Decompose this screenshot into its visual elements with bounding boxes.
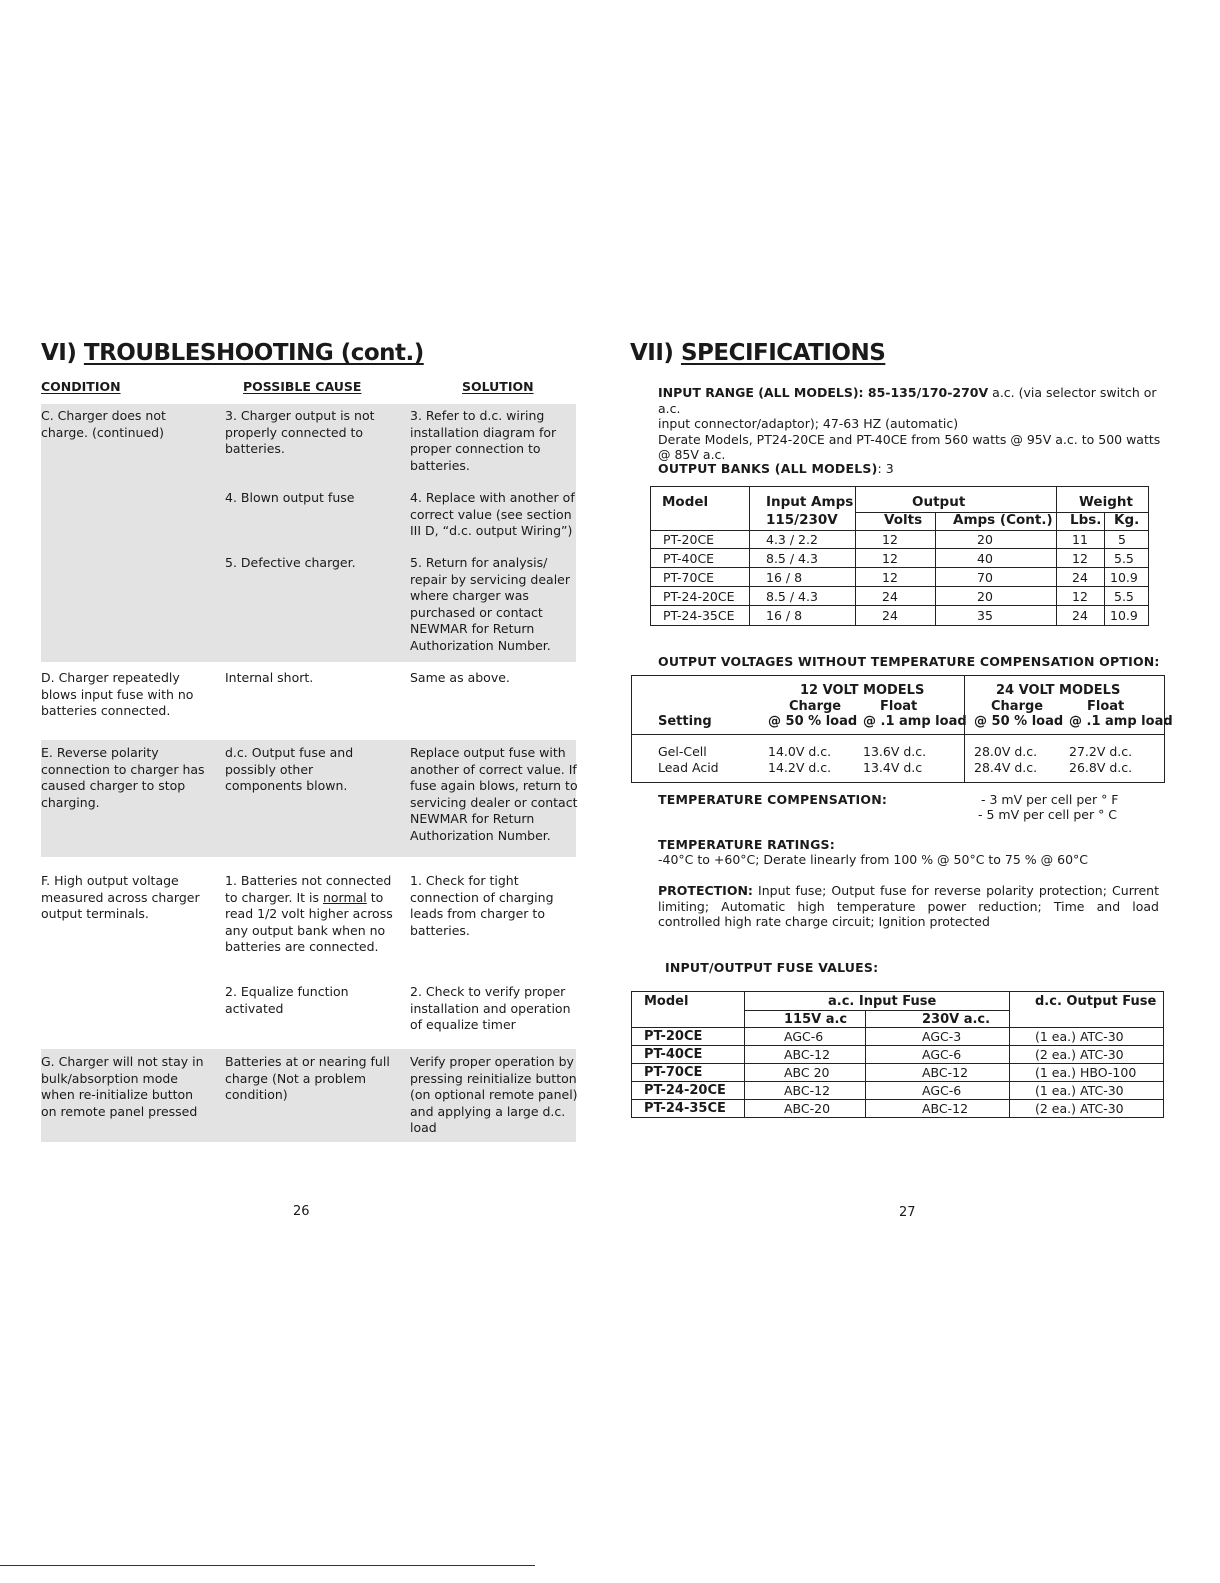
spec-cell: 24 (882, 608, 898, 623)
fuse-cell-model: PT-24-35CE (644, 1101, 726, 1116)
temp-comp-c: - 5 mV per cell per ° C (978, 807, 1118, 822)
spec-cell: 12 (882, 551, 898, 566)
spec-cell: 16 / 8 (766, 570, 803, 585)
spec-cell: PT-40CE (663, 551, 715, 566)
spec-cell: 24 (1072, 570, 1088, 585)
fuse-table-rule (745, 1010, 1009, 1011)
fuse-cell-model: PT-20CE (644, 1029, 703, 1044)
troubleshooting-title (41, 340, 424, 366)
cause-cell: 3. Charger output is not properly connected to batteries. (225, 408, 375, 457)
fuse-table-rule (631, 1099, 1164, 1100)
spec-header-input-sub: 115/230V (766, 512, 838, 528)
section-number: VII) (630, 340, 674, 366)
voltage-cell: 28.4V d.c. (974, 760, 1038, 775)
condition-cell: D. Charger repeatedly blows input fuse with no batteries connected. (41, 670, 194, 719)
spec-cell: PT-20CE (663, 532, 715, 547)
voltage-cell: 27.2V d.c. (1069, 744, 1133, 759)
fuse-cell: (1 ea.) ATC-30 (1035, 1083, 1124, 1098)
fuse-table-rule (631, 1027, 1164, 1028)
condition-cell: E. Reverse polarity connection to charger has caused charger to stop charging. (41, 745, 205, 810)
voltage-cell: 26.8V d.c. (1069, 760, 1133, 775)
spec-header-output: Output (912, 494, 966, 510)
voltage-header-float: Float (1087, 699, 1125, 714)
fuse-cell: AGC-6 (784, 1029, 824, 1044)
voltage-header-charge: Charge (991, 699, 1044, 714)
output-banks-label: OUTPUT BANKS (ALL MODELS) (658, 461, 878, 476)
cause-header: POSSIBLE CAUSE (243, 379, 362, 394)
fuse-cell: ABC-12 (922, 1101, 969, 1116)
fuse-header-dc: d.c. Output Fuse (1035, 994, 1157, 1009)
condition-cell: F. High output voltage measured across charger output terminals. (41, 873, 200, 922)
voltage-cell: Gel-Cell (658, 744, 707, 759)
spec-header-weight: Weight (1079, 494, 1133, 510)
fuse-cell: (2 ea.) ATC-30 (1035, 1047, 1124, 1062)
voltage-header-24v: 24 VOLT MODELS (996, 683, 1121, 698)
solution-cell: 1. Check for tight connection of charging leads from charger to batteries. (410, 873, 554, 938)
solution-cell: Verify proper operation by pressing reinitialize button (on optional remote panel) and applying a large d.c. load (410, 1054, 578, 1136)
scan-edge-line (0, 1565, 535, 1566)
spec-cell: 12 (882, 532, 898, 547)
condition-header: CONDITION (41, 379, 121, 394)
fuse-cell: ABC-12 (922, 1065, 969, 1080)
condition-cell: C. Charger does not charge. (continued) (41, 408, 166, 440)
fuse-table-rule (631, 1081, 1164, 1082)
fuse-header-230v: 230V a.c. (922, 1012, 991, 1027)
solution-cell: 4. Replace with another of correct value (see section III D, “d.c. output Wiring”) (410, 490, 575, 539)
voltage-header-float-load: @ .1 amp load (1069, 714, 1173, 729)
cause-cell: Internal short. (225, 670, 314, 685)
cause-text: to read 1/2 volt higher across any output bank when no batteries are connected. (225, 889, 393, 955)
cause-cell: 2. Equalize function activated (225, 984, 349, 1016)
fuse-cell: ABC-12 (784, 1047, 831, 1062)
spec-cell: 8.5 / 4.3 (766, 551, 818, 566)
spec-cell: 11 (1072, 532, 1088, 547)
spec-header-input: Input Amps (766, 494, 854, 510)
cause-cell: Batteries at or nearing full charge (Not a problem condition) (225, 1054, 390, 1103)
section-heading: SPECIFICATIONS (680, 340, 886, 366)
spec-cell: 24 (882, 589, 898, 604)
spec-cell: 12 (1072, 551, 1088, 566)
spec-cell: 12 (882, 570, 898, 585)
solution-cell: Same as above. (410, 670, 510, 685)
cause-cell: 5. Defective charger. (225, 555, 356, 570)
solution-header: SOLUTION (462, 379, 534, 394)
spec-cell: 8.5 / 4.3 (766, 589, 818, 604)
voltage-cell: 13.6V d.c. (863, 744, 927, 759)
voltage-cell: 14.0V d.c. (768, 744, 832, 759)
spec-cell: 5.5 (1114, 589, 1134, 604)
page-number: 27 (899, 1205, 916, 1220)
output-voltages-label: OUTPUT VOLTAGES WITHOUT TEMPERATURE COMPENSATION OPTION: (658, 654, 1160, 669)
fuse-values-label: INPUT/OUTPUT FUSE VALUES: (665, 960, 879, 975)
input-range-line (658, 385, 1163, 416)
fuse-cell: ABC-12 (784, 1083, 831, 1098)
spec-header-volts: Volts (884, 512, 923, 528)
page-number: 26 (293, 1204, 310, 1219)
voltage-table-divider (964, 675, 965, 783)
fuse-cell: (1 ea.) ATC-30 (1035, 1029, 1124, 1044)
protection (658, 883, 1159, 930)
spec-cell: 4.3 / 2.2 (766, 532, 818, 547)
spec-cell: 10.9 (1110, 608, 1138, 623)
voltage-cell: 28.0V d.c. (974, 744, 1038, 759)
protection-text: Input fuse; Output fuse for reverse polarity protection; Current limiting; Automatic high temperature power reduction; Time and load controlled high rate charge circuit; Ignition protected (658, 883, 1159, 929)
fuse-cell: AGC-3 (922, 1029, 962, 1044)
fuse-table-rule (631, 1045, 1164, 1046)
input-range-text: a.c. (via selector switch or a.c. (658, 385, 1157, 416)
spec-cell: 35 (977, 608, 993, 623)
solution-cell: 3. Refer to d.c. wiring installation diagram for proper connection to batteries. (410, 408, 557, 473)
solution-cell: 5. Return for analysis/ repair by servicing dealer where charger was purchased or contact NEWMAR for Return Authorization Number. (410, 555, 571, 653)
spec-table-rule (650, 548, 1149, 549)
protection-label: PROTECTION: (658, 883, 753, 898)
fuse-cell-model: PT-70CE (644, 1065, 703, 1080)
voltage-header-charge: Charge (789, 699, 842, 714)
fuse-cell: AGC-6 (922, 1083, 962, 1098)
voltage-header-float: Float (880, 699, 918, 714)
specifications-title (630, 340, 885, 366)
fuse-table-rule (631, 1063, 1164, 1064)
spec-header-kg: Kg. (1114, 512, 1140, 528)
temp-comp-label: TEMPERATURE COMPENSATION: (658, 792, 888, 807)
spec-cell: 40 (977, 551, 993, 566)
temp-comp-f: - 3 mV per cell per ° F (981, 792, 1119, 807)
voltage-header-float-load: @ .1 amp load (863, 714, 967, 729)
fuse-cell-model: PT-24-20CE (644, 1083, 726, 1098)
output-banks-value: : 3 (877, 461, 894, 476)
section-number: VI) (41, 340, 77, 366)
spec-cell: 5 (1118, 532, 1126, 547)
cause-text: 1. Batteries not connected to charger. It is (225, 873, 392, 905)
condition-cell: G. Charger will not stay in bulk/absorption mode when re-initialize button on remote panel pressed (41, 1054, 204, 1119)
spec-header-amps: Amps (Cont.) (953, 512, 1053, 528)
spec-table-rule (650, 586, 1149, 587)
output-banks (658, 461, 894, 477)
cause-cell: d.c. Output fuse and possibly other components blown. (225, 745, 354, 794)
fuse-cell: ABC 20 (784, 1065, 830, 1080)
voltage-cell: Lead Acid (658, 760, 719, 775)
spec-cell: 24 (1072, 608, 1088, 623)
spec-cell: 5.5 (1114, 551, 1134, 566)
spec-cell: PT-24-35CE (663, 608, 735, 623)
spec-header-model: Model (662, 494, 709, 510)
spec-cell: PT-24-20CE (663, 589, 735, 604)
fuse-header-ac: a.c. Input Fuse (828, 994, 937, 1009)
solution-cell: 2. Check to verify proper installation and operation of equalize timer (410, 984, 571, 1033)
temp-ratings-text: -40°C to +60°C; Derate linearly from 100 % @ 50°C to 75 % @ 60°C (658, 852, 1088, 867)
input-range-line2: input connector/adaptor); 47-63 HZ (automatic) (658, 416, 959, 431)
fuse-cell: AGC-6 (922, 1047, 962, 1062)
fuse-cell: (1 ea.) HBO-100 (1035, 1065, 1137, 1080)
voltage-cell: 14.2V d.c. (768, 760, 832, 775)
voltage-table-rule (631, 734, 1165, 735)
cause-cell (225, 873, 393, 956)
fuse-header-model: Model (644, 994, 689, 1009)
spec-table-rule (650, 530, 1149, 531)
spec-table-rule (650, 605, 1149, 606)
voltage-header-charge-load: @ 50 % load (768, 714, 858, 729)
cause-cell: 4. Blown output fuse (225, 490, 355, 505)
input-range (658, 385, 1163, 463)
spec-table-rule (650, 567, 1149, 568)
spec-cell: 20 (977, 532, 993, 547)
fuse-cell: ABC-20 (784, 1101, 831, 1116)
voltage-header-charge-load: @ 50 % load (974, 714, 1064, 729)
spec-cell: 12 (1072, 589, 1088, 604)
spec-cell: 20 (977, 589, 993, 604)
spec-cell: 16 / 8 (766, 608, 803, 623)
voltage-header-12v: 12 VOLT MODELS (800, 683, 925, 698)
fuse-cell: (2 ea.) ATC-30 (1035, 1101, 1124, 1116)
section-heading: TROUBLESHOOTING (cont.) (83, 340, 424, 366)
solution-cell: Replace output fuse with another of correct value. If fuse again blows, return to servicing dealer or contact NEWMAR for Return Authorization Number. (410, 745, 578, 843)
spec-cell: 70 (977, 570, 993, 585)
fuse-header-115v: 115V a.c (784, 1012, 848, 1027)
spec-cell: PT-70CE (663, 570, 715, 585)
voltage-header-setting: Setting (658, 714, 712, 729)
voltage-cell: 13.4V d.c (863, 760, 923, 775)
spec-cell: 10.9 (1110, 570, 1138, 585)
cause-emphasis: normal (322, 889, 367, 905)
fuse-cell-model: PT-40CE (644, 1047, 703, 1062)
input-range-label: INPUT RANGE (ALL MODELS): 85-135/170-270V (658, 385, 989, 400)
derate-text: Derate Models, PT24-20CE and PT-40CE from 560 watts @ 95V a.c. to 500 watts @ 85V a.c. (658, 431, 1161, 462)
spec-header-lbs: Lbs. (1070, 512, 1102, 528)
temp-ratings-label: TEMPERATURE RATINGS: (658, 837, 835, 852)
